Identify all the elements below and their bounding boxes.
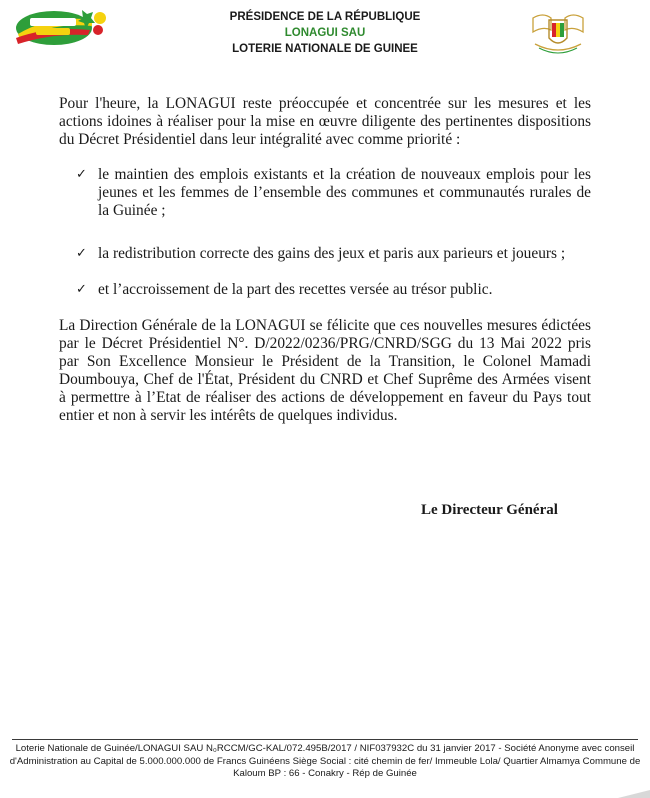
lonagui-logo	[12, 4, 110, 48]
header-lonagui: LONAGUI SAU	[284, 27, 366, 39]
footer-legal-text: Loterie Nationale de Guinée/LONAGUI SAU N₀RCCM/GC-KAL/072.495B/2017 / NIF037932C du 31 janvier 2017 - Société Anonyme avec conseil d'Administration au Capital de 5.000.000.000 de Francs Guinéens Siège Social : cité chemin de fer/ Immeuble Lola/ Quartier Almamya Commune de Kaloum BP : 66 - Conakry - Rép de Guinée	[9, 743, 641, 779]
list-item-text: le maintien des emplois existants et la création de nouveaux emplois pour les jeunes et les femmes de l’ensemble des communes et communautés rurales de la Guinée ;	[98, 166, 591, 219]
page-corner-icon	[610, 790, 650, 798]
coat-of-arms-icon	[527, 10, 589, 58]
check-mark-icon: ✓	[76, 167, 87, 182]
list-item-text: et l’accroissement de la part des recettes versée au trésor public.	[98, 281, 493, 298]
footer-divider	[12, 739, 638, 740]
signature-title: Le Directeur Général	[421, 502, 558, 518]
check-mark-icon: ✓	[76, 246, 87, 261]
header-loterie: LOTERIE NATIONALE DE GUINEE	[232, 43, 418, 55]
header-presidence: PRÉSIDENCE DE LA RÉPUBLIQUE	[229, 11, 421, 23]
list-item-text: la redistribution correcte des gains des jeux et paris aux parieurs et joueurs ;	[98, 245, 566, 262]
closing-paragraph: La Direction Générale de la LONAGUI se félicite que ces nouvelles mesures édictées par le Décret Présidentiel N°. D/2022/0236/PRG/CNRD/SGG du 13 Mai 2022 pris par Son Excellence Monsieur le Président de la Transition, le Colonel Mamadi Doumbouya, Chef de l'État, Président du CNRD et Chef Suprême des Armées visent à permettre à l’Etat de réaliser des actions de développement en faveur du Pays tout entier et non à servir les intérêts de quelques individus.	[59, 317, 591, 424]
intro-paragraph: Pour l'heure, la LONAGUI reste préoccupée et concentrée sur les mesures et les actions idoines à réaliser pour la mise en œuvre diligente des pertinentes dispositions du Décret Présidentiel dans leur intégralité avec comme priorité :	[59, 95, 591, 148]
letterhead	[160, 9, 490, 57]
check-mark-icon: ✓	[76, 282, 87, 297]
